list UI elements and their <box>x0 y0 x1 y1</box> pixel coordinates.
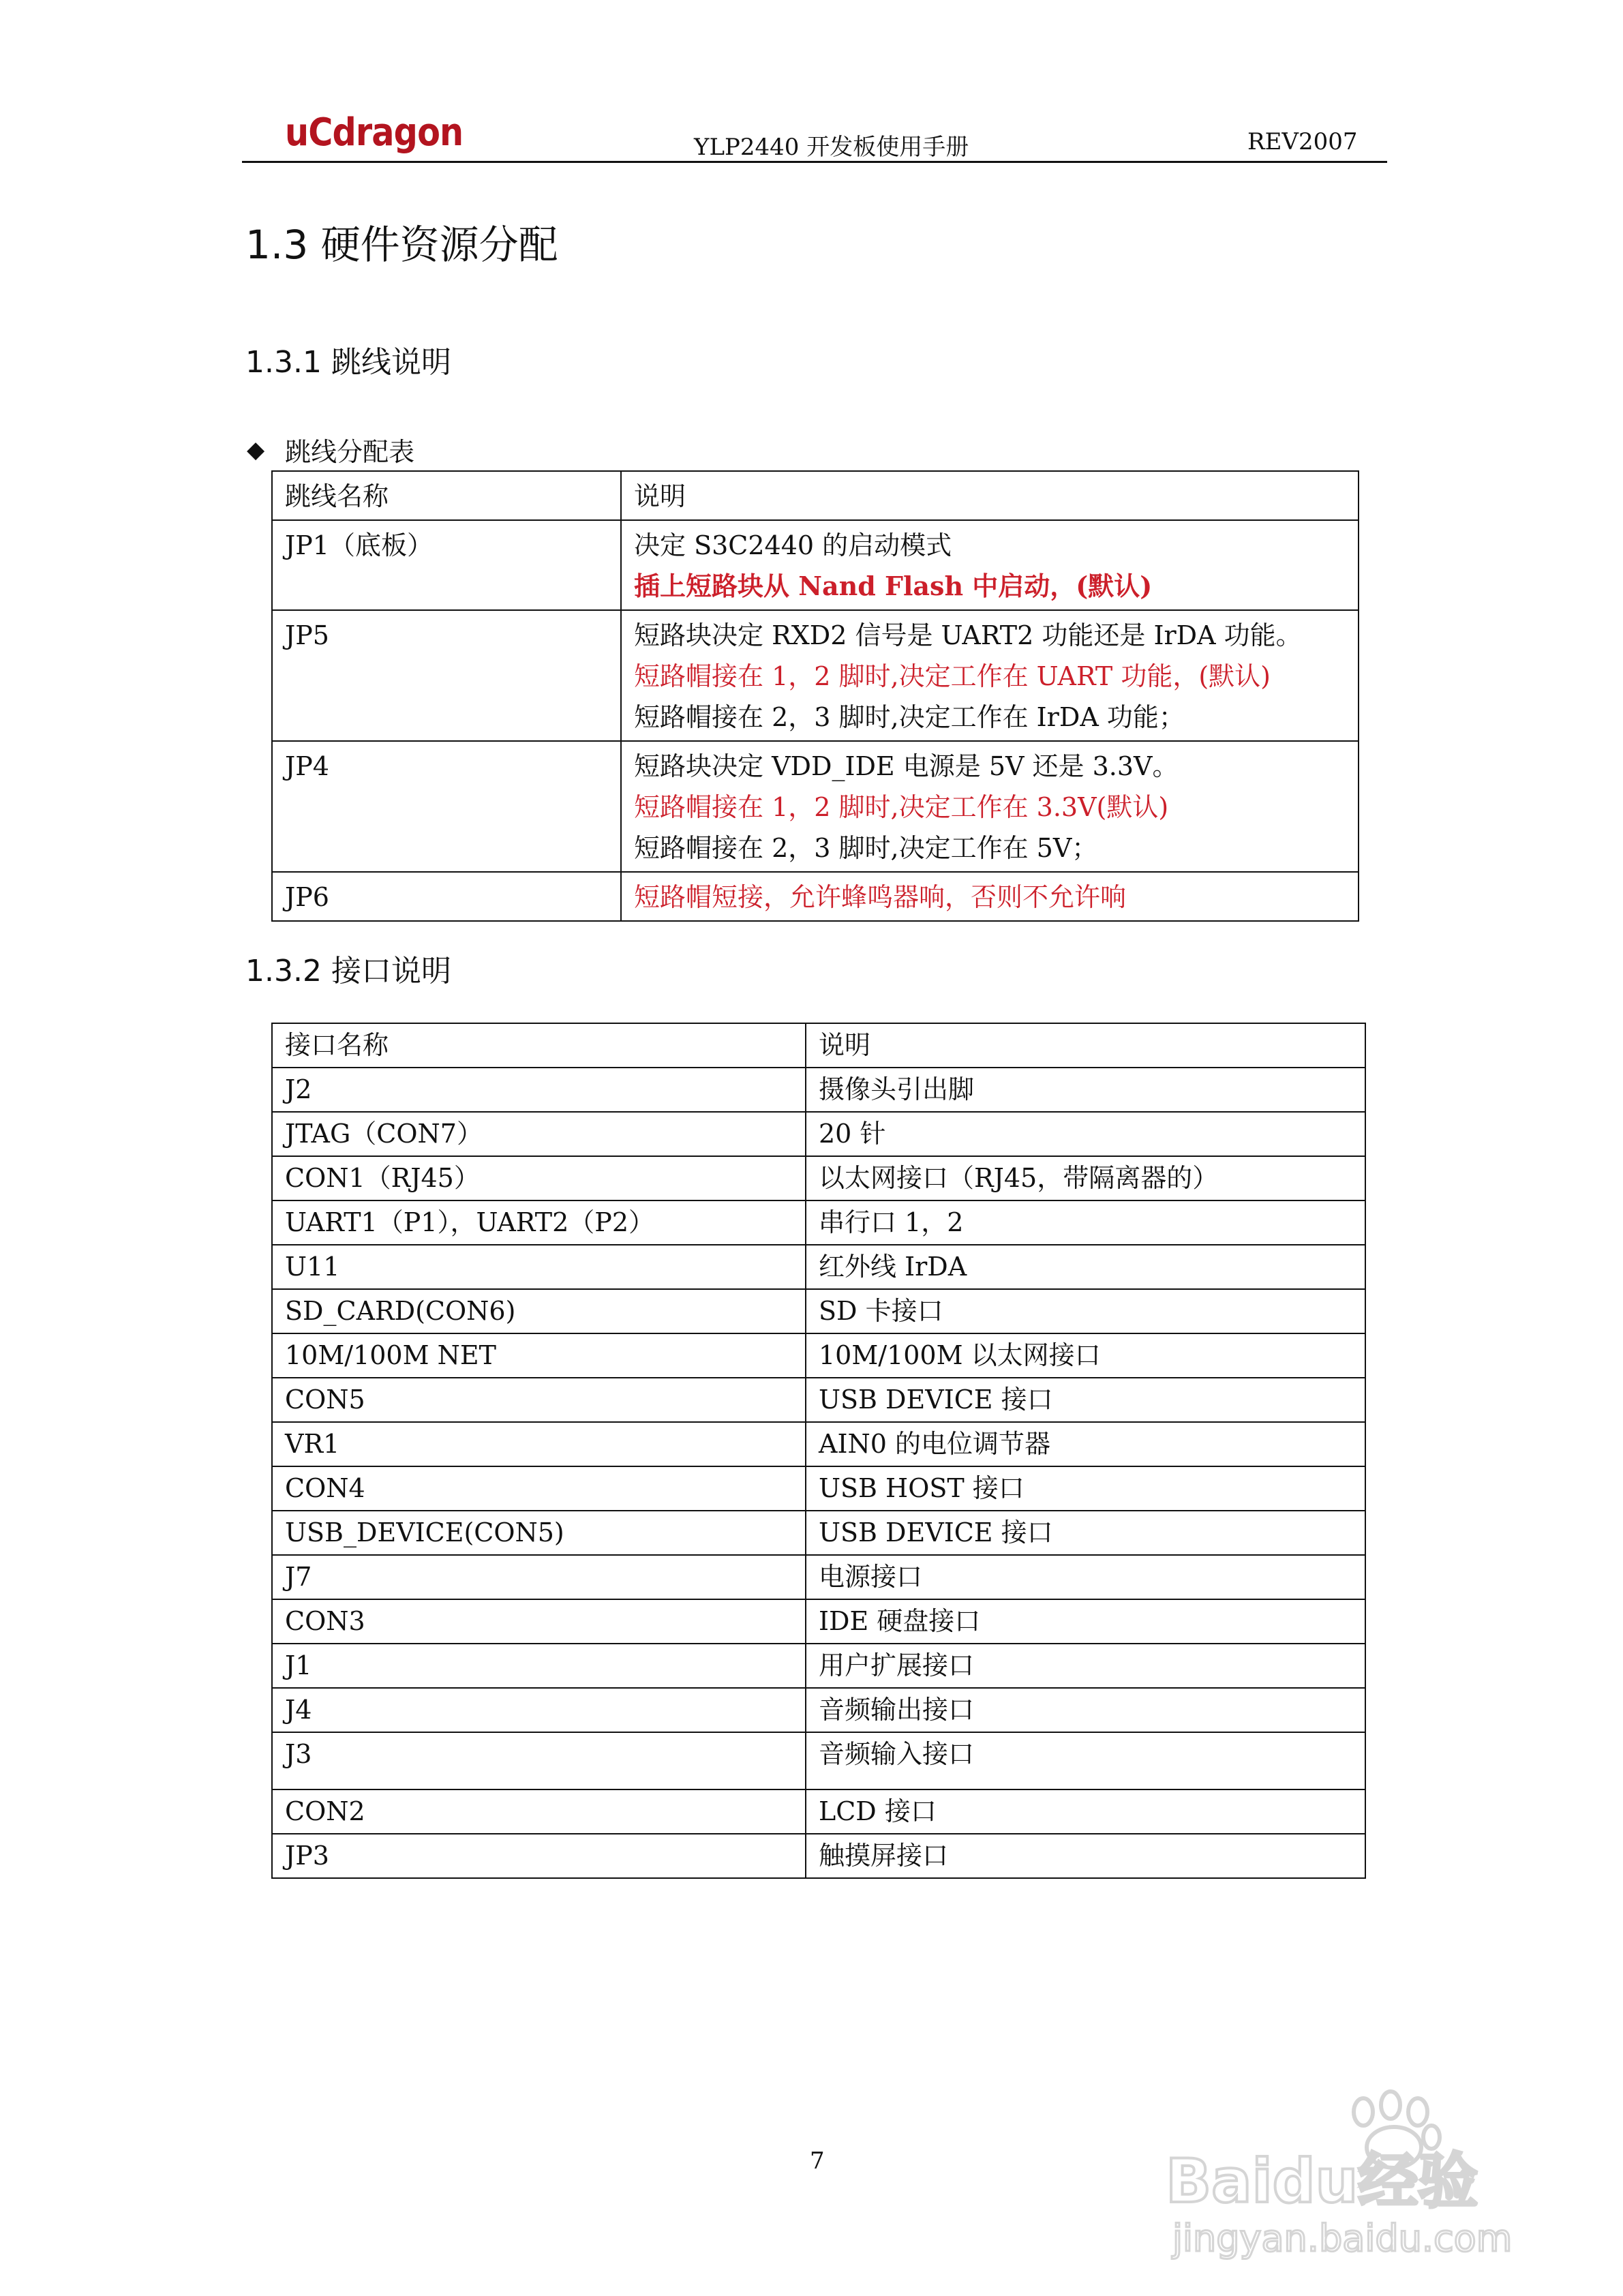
table-row <box>272 1068 1365 1112</box>
interface-description-cell: LCD 接口 <box>806 1789 1365 1834</box>
table-row <box>272 1200 1365 1245</box>
interface-name-cell: CON5 <box>272 1378 806 1422</box>
interface-description-cell: USB DEVICE 接口 <box>806 1511 1365 1555</box>
jumper-name-cell: JP5 <box>272 610 621 741</box>
table-row <box>272 610 1359 741</box>
header-cell: 说明 <box>621 471 1359 520</box>
table-row <box>272 1688 1365 1732</box>
table-row <box>272 1789 1365 1834</box>
baidu-watermark <box>1159 2072 1568 2270</box>
interface-name-cell: SD_CARD(CON6) <box>272 1289 806 1333</box>
interface-name-cell: J3 <box>272 1732 806 1789</box>
interface-description-cell: 电源接口 <box>806 1555 1365 1599</box>
diamond-bullet-icon: ◆ <box>247 436 265 464</box>
interface-description-cell: 音频输入接口 <box>806 1732 1365 1789</box>
section-title: 1.3 硬件资源分配 <box>245 222 558 268</box>
interface-name-cell: J2 <box>272 1068 806 1112</box>
interface-description-cell: IDE 硬盘接口 <box>806 1599 1365 1644</box>
interface-name-cell: VR1 <box>272 1422 806 1466</box>
interface-name-cell: CON3 <box>272 1599 806 1644</box>
interface-description-cell: 红外线 IrDA <box>806 1245 1365 1289</box>
table-row <box>272 1466 1365 1511</box>
interface-name-cell: JP3 <box>272 1834 806 1878</box>
interface-name-cell: J7 <box>272 1555 806 1599</box>
interface-name-cell: CON2 <box>272 1789 806 1834</box>
table-row <box>272 1834 1365 1878</box>
table-row <box>272 1112 1365 1156</box>
jumper-table <box>271 470 1359 922</box>
interface-name-cell: CON1（RJ45） <box>272 1156 806 1200</box>
header-cell: 说明 <box>806 1023 1365 1068</box>
description-line: 短路块决定 RXD2 信号是 UART2 功能还是 IrDA 功能。 <box>634 620 1302 650</box>
header-divider <box>242 161 1387 163</box>
description-line: 短路块决定 VDD_IDE 电源是 5V 还是 3.3V。 <box>634 751 1179 781</box>
interface-subsection-title: 1.3.2 接口说明 <box>245 954 451 988</box>
interface-description-cell: USB DEVICE 接口 <box>806 1378 1365 1422</box>
jumper-table-caption <box>247 431 414 468</box>
interface-name-cell: 10M/100M NET <box>272 1333 806 1378</box>
table-row <box>272 1422 1365 1466</box>
description-line: 短路帽接在 1，2 脚时,决定工作在 3.3V(默认) <box>634 792 1169 822</box>
header-cell: 跳线名称 <box>272 471 621 520</box>
interface-table <box>271 1023 1366 1879</box>
table-row <box>272 1289 1365 1333</box>
jumper-name-cell: JP6 <box>272 872 621 921</box>
header-cell: 接口名称 <box>272 1023 806 1068</box>
interface-description-cell: AIN0 的电位调节器 <box>806 1422 1365 1466</box>
interface-name-cell: U11 <box>272 1245 806 1289</box>
table-row <box>272 741 1359 872</box>
document-title: YLP2440 开发板使用手册 <box>694 134 969 161</box>
table-row <box>272 872 1359 921</box>
interface-name-cell: CON4 <box>272 1466 806 1511</box>
table-row <box>272 1245 1365 1289</box>
table-row <box>272 1333 1365 1378</box>
description-line: 插上短路块从 Nand Flash 中启动，(默认) <box>634 571 1153 601</box>
table-row <box>272 1644 1365 1688</box>
revision-label: REV2007 <box>1247 128 1358 155</box>
interface-description-cell: 以太网接口（RJ45，带隔离器的） <box>806 1156 1365 1200</box>
jumper-name-cell: JP1（底板） <box>272 520 621 610</box>
interface-description-cell: 摄像头引出脚 <box>806 1068 1365 1112</box>
table-row <box>272 1378 1365 1422</box>
description-line: 决定 S3C2440 的启动模式 <box>634 530 952 560</box>
interface-description-cell: SD 卡接口 <box>806 1289 1365 1333</box>
interface-description-cell: 20 针 <box>806 1112 1365 1156</box>
jumper-subsection-title: 1.3.1 跳线说明 <box>245 345 451 380</box>
table-row <box>272 1555 1365 1599</box>
caption-text: 跳线分配表 <box>285 437 415 467</box>
table-row <box>272 1511 1365 1555</box>
interface-description-cell: 触摸屏接口 <box>806 1834 1365 1878</box>
interface-name-cell: JTAG（CON7） <box>272 1112 806 1156</box>
description-line: 短路帽接在 2，3 脚时,决定工作在 IrDA 功能； <box>634 702 1185 732</box>
interface-name-cell: USB_DEVICE(CON5) <box>272 1511 806 1555</box>
interface-description-cell: 串行口 1，2 <box>806 1200 1365 1245</box>
interface-description-cell: 用户扩展接口 <box>806 1644 1365 1688</box>
interface-table-header <box>272 1023 1365 1068</box>
interface-name-cell: J4 <box>272 1688 806 1732</box>
interface-name-cell: J1 <box>272 1644 806 1688</box>
description-line: 短路帽接在 2，3 脚时,决定工作在 5V； <box>634 833 1098 863</box>
page-number: 7 <box>810 2147 825 2175</box>
jumper-description-cell <box>621 610 1359 741</box>
jumper-description-cell <box>621 872 1359 921</box>
table-row <box>272 520 1359 610</box>
table-row <box>272 1732 1365 1789</box>
jumper-name-cell: JP4 <box>272 741 621 872</box>
table-row <box>272 1156 1365 1200</box>
jumper-table-header <box>272 471 1359 520</box>
interface-name-cell: UART1（P1），UART2（P2） <box>272 1200 806 1245</box>
company-logo: uCdragon <box>285 110 464 155</box>
jumper-description-cell <box>621 741 1359 872</box>
watermark-brand: Baidu经验 <box>1166 2146 1478 2216</box>
table-row <box>272 1599 1365 1644</box>
interface-description-cell: 音频输出接口 <box>806 1688 1365 1732</box>
interface-description-cell: 10M/100M 以太网接口 <box>806 1333 1365 1378</box>
description-line: 短路帽短接，允许蜂鸣器响，否则不允许响 <box>634 882 1127 912</box>
watermark-url: jingyan.baidu.com <box>1172 2217 1513 2260</box>
description-line: 短路帽接在 1，2 脚时,决定工作在 UART 功能，(默认) <box>634 661 1271 691</box>
interface-description-cell: USB HOST 接口 <box>806 1466 1365 1511</box>
jumper-description-cell <box>621 520 1359 610</box>
